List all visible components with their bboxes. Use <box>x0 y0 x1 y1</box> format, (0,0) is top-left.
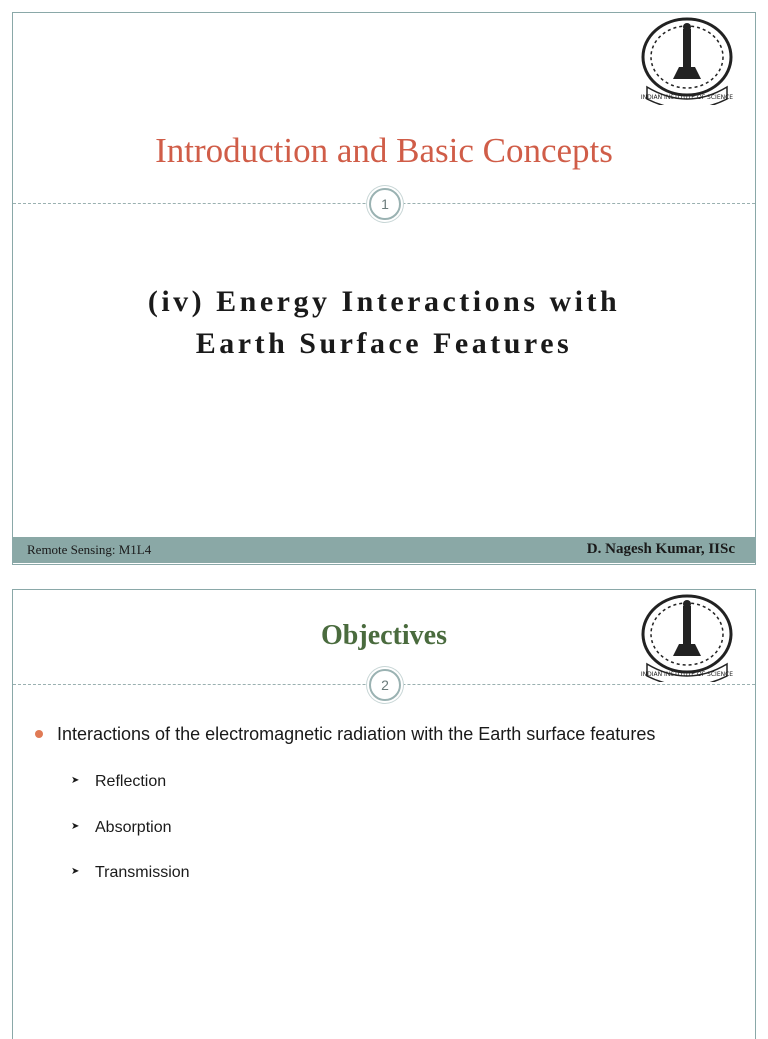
svg-text:INDIAN INSTITUTE OF SCIENCE: INDIAN INSTITUTE OF SCIENCE <box>640 94 734 101</box>
sub-item-label: Absorption <box>95 819 172 836</box>
page-number-badge: 1 <box>369 188 401 220</box>
sub-item-label: Reflection <box>95 773 167 790</box>
slide-title: Objectives <box>321 620 447 651</box>
footer-bar <box>13 537 755 563</box>
bullet-text: Interactions of the electromagnetic radiation with the Earth surface features <box>57 724 656 744</box>
arrow-bullet-icon: ➤ <box>71 866 80 877</box>
arrow-bullet-icon: ➤ <box>71 775 80 786</box>
page-number-badge: 2 <box>369 669 401 701</box>
sub-item-label: Transmission <box>95 864 190 881</box>
iisc-logo <box>617 13 755 105</box>
bullet-dot-icon <box>35 730 43 738</box>
footer-course-label: Remote Sensing: M1L4 <box>27 542 152 557</box>
slide-1 <box>12 12 756 565</box>
svg-text:INDIAN INSTITUTE OF SCIENCE: INDIAN INSTITUTE OF SCIENCE <box>640 671 734 678</box>
slide-subtitle <box>13 281 755 365</box>
footer-author-label: D. Nagesh Kumar, IISc <box>586 541 735 557</box>
subtitle-line-2: Earth Surface Features <box>195 327 573 360</box>
subtitle-line-1: (iv) Energy Interactions with <box>147 285 621 318</box>
arrow-bullet-icon: ➤ <box>71 821 80 832</box>
slide-2 <box>12 589 756 1039</box>
slide-title: Introduction and Basic Concepts <box>155 131 613 170</box>
